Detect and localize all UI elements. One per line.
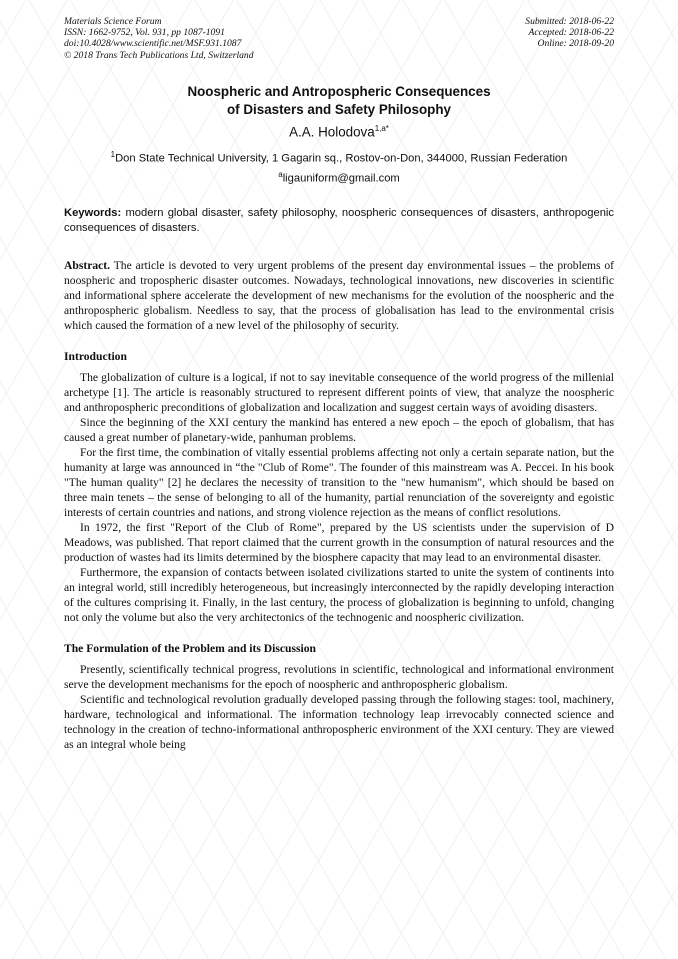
submitted-date: Submitted: 2018-06-22 bbox=[525, 16, 614, 27]
paper-title bbox=[0, 83, 678, 119]
journal-copyright: © 2018 Trans Tech Publications Ltd, Switzerland bbox=[64, 49, 254, 61]
journal-issn: ISSN: 1662-9752, Vol. 931, pp 1087-1091 bbox=[64, 27, 225, 39]
email-sup: a bbox=[278, 170, 283, 179]
introduction-heading: Introduction bbox=[64, 350, 127, 363]
affiliation-sup: 1 bbox=[110, 150, 116, 159]
paper-body bbox=[64, 258, 614, 752]
abstract-label: Abstract. bbox=[64, 259, 111, 272]
keywords-text: modern global disaster, safety philosophy, noospheric consequences of disasters, anthropogenic consequences of disasters. bbox=[64, 207, 615, 234]
intro-paragraph-5: Furthermore, the expansion of contacts between isolated civilizations started to unite the system of continents into an integral world, still incredibly heterogeneous, but increasingly interconnected by the rapidly developing interaction of the cultures comprising it. Finally, in the last century, the process of globalization is beginning to unfold, changing not only the volume but also the very architectonics of the technogenic and noospheric civilization. bbox=[64, 566, 614, 624]
abstract-text: The article is devoted to very urgent problems of the present day environmental issues – the problems of noospheric and tropospheric disaster outcomes. Nowadays, technological innovations, new discoveries in scientific and informational sphere accelerate the development of new mechanisms for the evolution of the noospheric and the anthropospheric globalism. Needless to say, that the process of globalisation has lead to the environmental crisis which caused the formation of a new level of the philosophy of security. bbox=[64, 259, 614, 332]
email-text[interactable]: ligauniform@gmail.com bbox=[282, 172, 400, 185]
intro-paragraph-1: The globalization of culture is a logical, if not to say inevitable consequence of the world progress of the millenial archetype [1]. The article is reasonably structured to represent different points of view, that analyze the noospheric and anthropospheric preconditions of globalization and localization and suggest certain ways of avoiding disasters. bbox=[64, 371, 614, 414]
intro-paragraph-2: Since the beginning of the XXI century the mankind has entered a new epoch – the epoch of globalism, that has caused a great number of planetary-wide, panhuman problems. bbox=[64, 416, 614, 444]
journal-doi[interactable]: doi:10.4028/www.scientific.net/MSF.931.1087 bbox=[64, 38, 242, 50]
journal-info bbox=[64, 16, 254, 61]
formulation-heading: The Formulation of the Problem and its Discussion bbox=[64, 642, 316, 655]
journal-name: Materials Science Forum bbox=[64, 16, 162, 27]
author-sup: 1,a* bbox=[374, 124, 389, 133]
title-line-2: of Disasters and Safety Philosophy bbox=[227, 102, 451, 117]
abstract bbox=[64, 258, 614, 333]
author-name: A.A. Holodova bbox=[289, 124, 375, 140]
keywords bbox=[64, 206, 614, 236]
journal-header bbox=[64, 16, 614, 61]
intro-paragraph-4: In 1972, the first "Report of the Club of Rome", prepared by the US scientists under the supervision of D Meadows, was published. That report claimed that the current growth in the consumption of natural resources and the production of wastes had its limits determined by the biosphere capacity that may lead to an environmental disaster. bbox=[64, 521, 614, 564]
formulation-paragraph-2: Scientific and technological revolution gradually developed passing through the following stages: tool, machinery, hardware, technological and informational. The information technology leap irrevocably connected science and technology in the creation of techno-informational anthropospheric environment of the XXI century. They are viewed as an integral whole being bbox=[64, 693, 614, 751]
formulation-paragraph-1: Presently, scientifically technical progress, revolutions in scientific, technological and informational environment serve the development mechanisms for the epoch of noospheric and anthropospheric globalism. bbox=[64, 663, 614, 691]
author-email bbox=[0, 170, 678, 185]
online-date: Online: 2018-09-20 bbox=[537, 38, 614, 50]
keywords-label: Keywords: bbox=[64, 207, 122, 219]
publication-dates bbox=[525, 16, 614, 61]
title-line-1: Noospheric and Antropospheric Consequences bbox=[187, 84, 491, 99]
affiliation-text: Don State Technical University, 1 Gagarin sq., Rostov-on-Don, 344000, Russian Federation bbox=[115, 152, 568, 165]
affiliation bbox=[0, 150, 678, 165]
author bbox=[0, 124, 678, 139]
accepted-date: Accepted: 2018-06-22 bbox=[528, 27, 614, 39]
intro-paragraph-3: For the first time, the combination of vitally essential problems affecting not only a certain separate nation, but the humanity at large was announced in “the "Club of Rome". The founder of this mainstream was A. Peccei. In his book "The human quality" [2] he declares the necessity of transition to the "new humanism", which should be based on three main tenets – the sense of belonging to all of the humanity, partial renunciation of the sovereignty and egoistic interests of certain countries and nations, and strong violence rejection as the means of conflict resolutions. bbox=[64, 446, 614, 519]
